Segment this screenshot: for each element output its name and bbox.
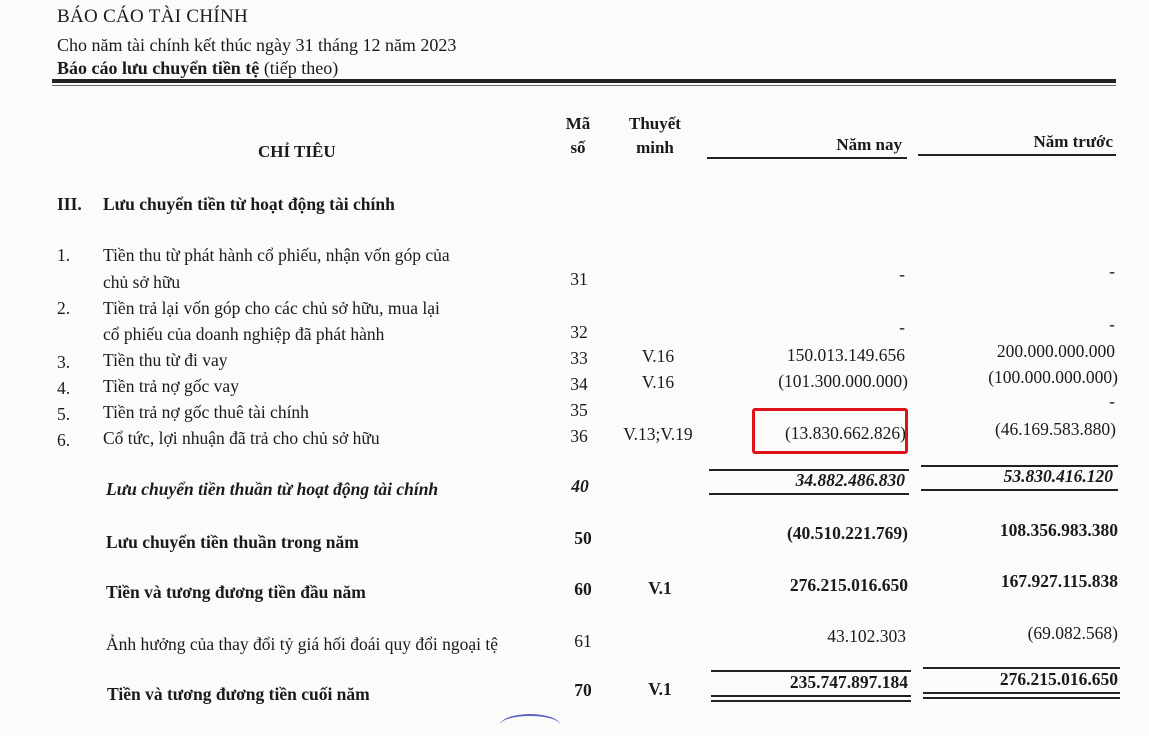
section-title: Lưu chuyển tiền từ hoạt động tài chính (103, 194, 395, 214)
col-header-prior: Năm trước (1033, 132, 1113, 151)
row-label: Tiền thu từ phát hành cổ phiếu, nhận vốn góp của (103, 245, 450, 265)
total-rule-current (709, 493, 909, 495)
closing-double-rule-current-2 (711, 700, 911, 702)
row-label: Tiền thu từ đi vay (103, 350, 228, 370)
closing-double-rule-current-1 (711, 695, 911, 697)
row-prior: - (1109, 314, 1115, 334)
opening-code: 60 (574, 579, 592, 599)
opening-prior: 167.927.115.838 (1000, 571, 1118, 591)
net-financing-label: Lưu chuyển tiền thuần từ hoạt động tài chính (106, 479, 439, 499)
row-code: 31 (570, 269, 588, 289)
stamp-mark (500, 714, 560, 736)
net-year-current: (40.510.221.769) (786, 523, 908, 543)
fx-prior: (69.082.568) (1027, 623, 1118, 643)
row-note: V.16 (641, 346, 675, 366)
fx-label: Ảnh hưởng của thay đổi tỷ giá hối đoái quy đổi ngoại tệ (106, 634, 499, 654)
row-prior: 200.000.000.000 (996, 341, 1115, 361)
row-code: 32 (570, 322, 588, 342)
row-label: Tiền trả nợ gốc thuê tài chính (103, 402, 309, 422)
row-index: 2. (57, 298, 71, 318)
opening-note: V.1 (648, 578, 672, 598)
row-index: 6. (57, 430, 71, 450)
net-year-prior: 108.356.983.380 (999, 520, 1118, 540)
row-label: Tiền trả lại vốn góp cho các chủ sở hữu, mua lại (103, 298, 440, 318)
opening-label: Tiền và tương đương tiền đầu năm (106, 582, 366, 602)
statement-name: Báo cáo lưu chuyển tiền tệ (57, 58, 260, 78)
col-header-prior-underline (918, 154, 1116, 156)
col-header-item: CHỈ TIÊU (258, 142, 336, 161)
row-note: V.13;V.19 (623, 424, 693, 444)
total-rule-prior (921, 489, 1118, 491)
row-index: 3. (57, 352, 71, 372)
header-rule-thin (52, 85, 1116, 86)
report-title: BÁO CÁO TÀI CHÍNH (57, 6, 249, 27)
statement-suffix: (tiếp theo) (259, 58, 339, 78)
closing-current: 235.747.897.184 (789, 672, 908, 692)
closing-code: 70 (574, 680, 592, 700)
col-header-current: Năm nay (836, 135, 902, 154)
row-current: (101.300.000.000) (778, 371, 908, 391)
row-code: 34 (570, 374, 588, 394)
row-prior: - (1109, 261, 1115, 281)
statement-title (57, 58, 338, 79)
closing-label: Tiền và tương đương tiền cuối năm (107, 684, 370, 704)
row-prior: - (1109, 391, 1115, 411)
row-code: 35 (570, 400, 588, 420)
row-current: - (899, 317, 905, 337)
col-header-code-2: số (570, 138, 586, 157)
col-header-note-2: minh (636, 138, 674, 157)
net-financing-current: 34.882.486.830 (795, 470, 905, 490)
row-label-cont: chủ sở hữu (103, 272, 181, 292)
row-label: Tiền trả nợ gốc vay (103, 376, 239, 396)
row-prior: (100.000.000.000) (988, 367, 1118, 387)
section-index: III. (57, 194, 82, 214)
row-label-cont: cổ phiếu của doanh nghiệp đã phát hành (103, 324, 385, 344)
closing-double-rule-prior-1 (923, 692, 1120, 694)
row-note: V.16 (641, 372, 675, 392)
report-period: Cho năm tài chính kết thúc ngày 31 tháng 12 năm 2023 (57, 35, 457, 55)
row-index: 4. (57, 378, 71, 398)
row-label: Cổ tức, lợi nhuận đã trả cho chủ sở hữu (103, 428, 380, 448)
fx-code: 61 (574, 631, 592, 651)
row-current: (13.830.662.826) (784, 423, 906, 443)
fx-current: 43.102.303 (827, 626, 906, 646)
net-year-label: Lưu chuyển tiền thuần trong năm (106, 532, 359, 552)
closing-prior: 276.215.016.650 (999, 669, 1118, 689)
row-prior: (46.169.583.880) (994, 419, 1116, 439)
highlight-box (752, 408, 908, 454)
closing-note: V.1 (648, 679, 672, 699)
col-header-current-underline (707, 157, 907, 159)
row-current: 150.013.149.656 (786, 345, 905, 365)
row-code: 33 (570, 348, 588, 368)
opening-current: 276.215.016.650 (789, 575, 908, 595)
row-current: - (899, 264, 905, 284)
row-index: 1. (57, 245, 71, 265)
net-year-code: 50 (574, 528, 592, 548)
net-financing-code: 40 (571, 476, 589, 496)
col-header-code-1: Mã (565, 114, 591, 133)
row-index: 5. (57, 404, 71, 424)
row-code: 36 (570, 426, 588, 446)
net-financing-prior: 53.830.416.120 (1003, 466, 1113, 486)
closing-double-rule-prior-2 (923, 697, 1120, 699)
col-header-note-1: Thuyết (629, 114, 681, 133)
header-rule-thick (52, 79, 1116, 83)
